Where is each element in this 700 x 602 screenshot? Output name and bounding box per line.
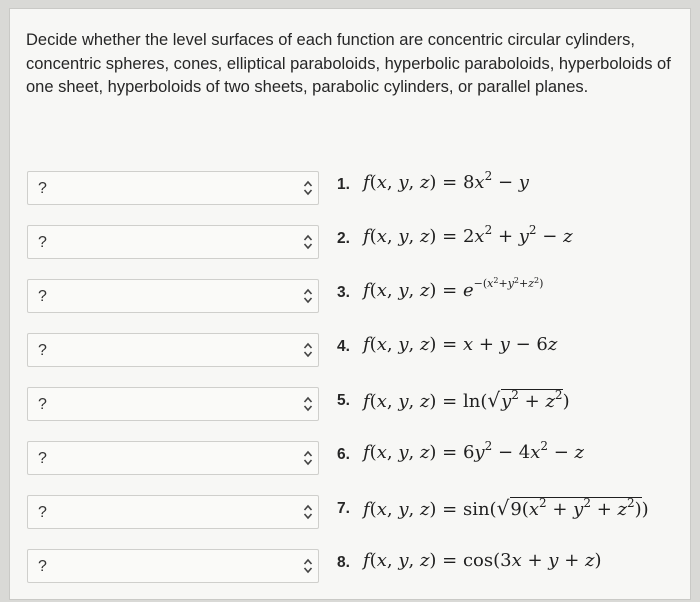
question-number: 2. bbox=[337, 230, 350, 247]
question-number: 1. bbox=[337, 176, 350, 193]
select-value: ? bbox=[38, 288, 47, 305]
formula-2: f(x, y, $z) = 2x^2 + y^2 - z$ bbox=[363, 223, 573, 247]
select-value: ? bbox=[38, 558, 47, 575]
answer-select-8[interactable] bbox=[27, 549, 319, 583]
question-row-5 bbox=[27, 387, 677, 423]
answer-select-1[interactable] bbox=[27, 171, 319, 205]
question-card bbox=[9, 8, 691, 600]
chevron-up-down-icon[interactable] bbox=[303, 179, 313, 197]
select-value: ? bbox=[38, 234, 47, 251]
question-number: 5. bbox=[337, 392, 350, 409]
select-value: ? bbox=[38, 180, 47, 197]
select-value: ? bbox=[38, 504, 47, 521]
answer-select-3[interactable] bbox=[27, 279, 319, 313]
formula-7: f(x, y, $z) = \sin(√9(x^2 + y^2 + z^2))$ bbox=[363, 496, 649, 520]
select-value: ? bbox=[38, 450, 47, 467]
question-number: 7. bbox=[337, 500, 350, 517]
answer-select-7[interactable] bbox=[27, 495, 319, 529]
formula-6: f(x, y, $z) = 6y^2 - 4x^2 - z$ bbox=[363, 439, 585, 463]
formula-3: f(x, y, $z) = e^{-(x^2+y^2+z^2)}$ bbox=[363, 276, 544, 301]
question-row-3 bbox=[27, 276, 677, 315]
question-number: 3. bbox=[337, 284, 350, 301]
question-row-7 bbox=[27, 495, 677, 531]
question-row-1 bbox=[27, 171, 677, 207]
chevron-up-down-icon[interactable] bbox=[303, 557, 313, 575]
formula-8: f(x, y, z) = cos(3x + y + z) bbox=[363, 550, 602, 571]
formula-5: f(x, y, $z) = \ln(√y^2 + z^2)$ bbox=[363, 388, 570, 412]
chevron-up-down-icon[interactable] bbox=[303, 287, 313, 305]
question-number: 6. bbox=[337, 446, 350, 463]
question-row-8 bbox=[27, 549, 677, 585]
question-number: 8. bbox=[337, 554, 350, 571]
question-prompt: Decide whether the level surfaces of each function are concentric circular cylinders, concentric spheres, cones, elliptical paraboloids, hyperbolic paraboloids, hyperboloids of one sheet, hyperboloids of two sheets, parabolic cylinders, or parallel planes. bbox=[26, 31, 671, 96]
question-row-2 bbox=[27, 225, 677, 261]
formula-4: f(x, y, z) = x + y − 6z bbox=[363, 334, 558, 355]
formula-1: f(x, y, $z) = 8x^2 - y$ bbox=[363, 169, 529, 193]
answer-select-5[interactable] bbox=[27, 387, 319, 421]
select-value: ? bbox=[38, 396, 47, 413]
question-row-6 bbox=[27, 441, 677, 477]
answer-select-2[interactable] bbox=[27, 225, 319, 259]
question-number: 4. bbox=[337, 338, 350, 355]
select-value: ? bbox=[38, 342, 47, 359]
chevron-up-down-icon[interactable] bbox=[303, 449, 313, 467]
chevron-up-down-icon[interactable] bbox=[303, 341, 313, 359]
answer-select-4[interactable] bbox=[27, 333, 319, 367]
chevron-up-down-icon[interactable] bbox=[303, 503, 313, 521]
chevron-up-down-icon[interactable] bbox=[303, 395, 313, 413]
answer-select-6[interactable] bbox=[27, 441, 319, 475]
chevron-up-down-icon[interactable] bbox=[303, 233, 313, 251]
question-row-4 bbox=[27, 333, 677, 369]
